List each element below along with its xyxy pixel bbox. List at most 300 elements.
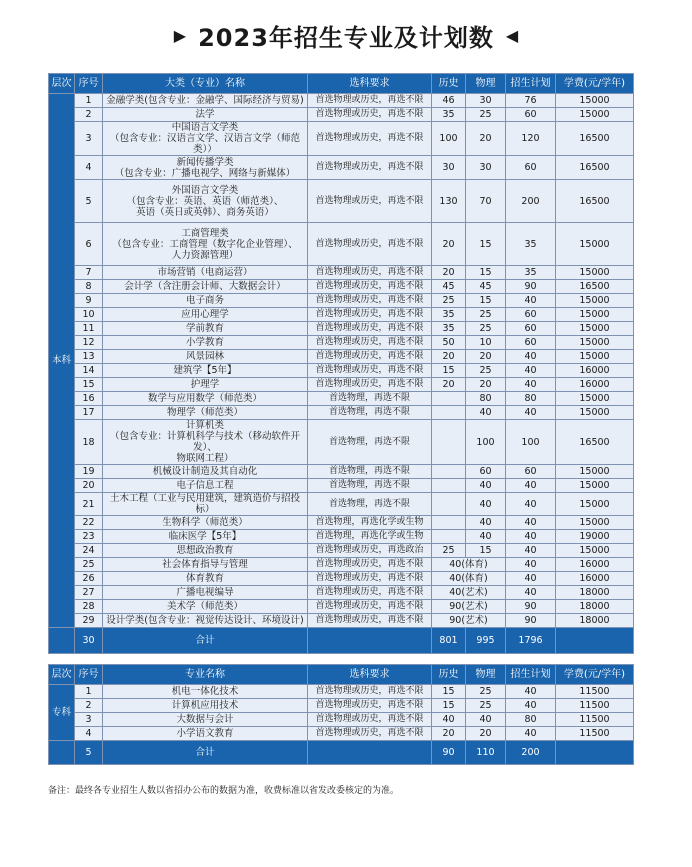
enrollment-plan: 40 bbox=[506, 558, 556, 572]
subject-requirement: 首选物理或历史，再选不限 bbox=[308, 727, 432, 741]
enrollment-plan: 40 bbox=[506, 364, 556, 378]
tuition-fee: 16500 bbox=[556, 420, 634, 465]
history-quota bbox=[432, 479, 466, 493]
subject-requirement: 首选物理或历史，再选不限 bbox=[308, 572, 432, 586]
enrollment-plan: 60 bbox=[506, 108, 556, 122]
enrollment-plan: 100 bbox=[506, 420, 556, 465]
total-label: 合计 bbox=[103, 628, 308, 654]
tuition-fee: 15000 bbox=[556, 108, 634, 122]
history-quota: 100 bbox=[432, 122, 466, 156]
subject-requirement: 首选物理或历史，再选不限 bbox=[308, 308, 432, 322]
total-label: 合计 bbox=[103, 741, 308, 765]
major-name: 法学 bbox=[103, 108, 308, 122]
enrollment-plan: 40 bbox=[506, 572, 556, 586]
table-row bbox=[49, 558, 634, 572]
row-number: 25 bbox=[75, 558, 103, 572]
enrollment-plan: 90 bbox=[506, 280, 556, 294]
subject-requirement: 首选物理或历史，再选不限 bbox=[308, 336, 432, 350]
physics-quota: 25 bbox=[466, 322, 506, 336]
header-level: 层次 bbox=[49, 74, 75, 94]
history-quota: 15 bbox=[432, 364, 466, 378]
major-name: 市场营销（电商运营） bbox=[103, 266, 308, 280]
left-triangle-icon: ◀ bbox=[505, 25, 519, 45]
header-physics: 物理 bbox=[466, 665, 506, 685]
page-title bbox=[0, 18, 692, 52]
header-fee: 学费(元/学年) bbox=[556, 74, 634, 94]
subject-requirement: 首选物理或历史，再选不限 bbox=[308, 180, 432, 223]
enrollment-plan: 40 bbox=[506, 530, 556, 544]
table-row bbox=[49, 108, 634, 122]
subject-requirement: 首选物理或历史，再选不限 bbox=[308, 266, 432, 280]
major-name: 电子商务 bbox=[103, 294, 308, 308]
level-cell: 专科 bbox=[49, 685, 75, 741]
enrollment-plan: 60 bbox=[506, 156, 556, 180]
tuition-fee: 15000 bbox=[556, 94, 634, 108]
major-name: 护理学 bbox=[103, 378, 308, 392]
table-row bbox=[49, 280, 634, 294]
undergraduate-table bbox=[48, 73, 634, 654]
subject-requirement: 首选物理或历史，再选不限 bbox=[308, 350, 432, 364]
subject-requirement: 首选物理或历史，再选不限 bbox=[308, 122, 432, 156]
subject-requirement: 首选物理或历史，再选不限 bbox=[308, 280, 432, 294]
physics-quota: 100 bbox=[466, 420, 506, 465]
tuition-fee: 11500 bbox=[556, 727, 634, 741]
header-no: 序号 bbox=[75, 74, 103, 94]
row-number: 18 bbox=[75, 420, 103, 465]
row-number: 3 bbox=[75, 713, 103, 727]
enrollment-plan: 40 bbox=[506, 586, 556, 600]
history-quota: 25 bbox=[432, 544, 466, 558]
major-name: 电子信息工程 bbox=[103, 479, 308, 493]
row-number: 24 bbox=[75, 544, 103, 558]
total-row bbox=[49, 628, 634, 654]
table-row bbox=[49, 713, 634, 727]
subject-requirement: 首选物理或历史，再选不限 bbox=[308, 108, 432, 122]
table-row bbox=[49, 699, 634, 713]
major-name: 生物科学（师范类） bbox=[103, 516, 308, 530]
physics-quota: 25 bbox=[466, 699, 506, 713]
subject-requirement: 首选物理或历史，再选不限 bbox=[308, 223, 432, 266]
table-row bbox=[49, 266, 634, 280]
table-row bbox=[49, 614, 634, 628]
table-row bbox=[49, 493, 634, 516]
row-number: 9 bbox=[75, 294, 103, 308]
row-number: 19 bbox=[75, 465, 103, 479]
physics-quota: 60 bbox=[466, 465, 506, 479]
enrollment-plan: 40 bbox=[506, 727, 556, 741]
total-physics: 995 bbox=[466, 628, 506, 654]
enrollment-plan: 76 bbox=[506, 94, 556, 108]
tuition-fee: 16000 bbox=[556, 572, 634, 586]
physics-quota: 15 bbox=[466, 294, 506, 308]
subject-requirement: 首选物理，再选不限 bbox=[308, 392, 432, 406]
table-row bbox=[49, 223, 634, 266]
table-row bbox=[49, 465, 634, 479]
tuition-fee: 15000 bbox=[556, 336, 634, 350]
tuition-fee: 15000 bbox=[556, 479, 634, 493]
header-history: 历史 bbox=[432, 665, 466, 685]
physics-quota: 25 bbox=[466, 364, 506, 378]
tuition-fee: 15000 bbox=[556, 223, 634, 266]
history-quota: 20 bbox=[432, 266, 466, 280]
physics-quota: 20 bbox=[466, 122, 506, 156]
history-quota: 50 bbox=[432, 336, 466, 350]
total-level-blank bbox=[49, 741, 75, 765]
physics-quota: 15 bbox=[466, 223, 506, 266]
physics-quota: 20 bbox=[466, 350, 506, 364]
physics-quota: 10 bbox=[466, 336, 506, 350]
major-name: 土木工程（工业与民用建筑，建筑造价与招投标） bbox=[103, 493, 308, 516]
physics-quota: 20 bbox=[466, 378, 506, 392]
enrollment-plan: 60 bbox=[506, 322, 556, 336]
row-number: 8 bbox=[75, 280, 103, 294]
subject-requirement: 首选物理，再选不限 bbox=[308, 479, 432, 493]
major-name: 机电一体化技术 bbox=[103, 685, 308, 699]
history-quota: 25 bbox=[432, 294, 466, 308]
row-number: 20 bbox=[75, 479, 103, 493]
tuition-fee: 18000 bbox=[556, 586, 634, 600]
major-name: 应用心理学 bbox=[103, 308, 308, 322]
major-name: 物理学（师范类） bbox=[103, 406, 308, 420]
major-name: 小学语文教育 bbox=[103, 727, 308, 741]
total-fee-blank bbox=[556, 741, 634, 765]
tuition-fee: 16500 bbox=[556, 156, 634, 180]
history-quota: 20 bbox=[432, 350, 466, 364]
enrollment-plan: 40 bbox=[506, 350, 556, 364]
physics-quota: 15 bbox=[466, 544, 506, 558]
header-plan: 招生计划 bbox=[506, 665, 556, 685]
enrollment-plan: 200 bbox=[506, 180, 556, 223]
row-number: 29 bbox=[75, 614, 103, 628]
major-name: 机械设计制造及其自动化 bbox=[103, 465, 308, 479]
merged-quota: 40(体育) bbox=[432, 558, 506, 572]
row-number: 1 bbox=[75, 685, 103, 699]
title-text: 2023年招生专业及计划数 bbox=[198, 23, 494, 52]
physics-quota: 25 bbox=[466, 308, 506, 322]
subject-requirement: 首选物理或历史，再选不限 bbox=[308, 364, 432, 378]
physics-quota: 25 bbox=[466, 108, 506, 122]
tuition-fee: 15000 bbox=[556, 266, 634, 280]
subject-requirement: 首选物理或历史，再选政治 bbox=[308, 544, 432, 558]
major-name: 新闻传播学类 （包含专业：广播电视学、网络与新媒体） bbox=[103, 156, 308, 180]
history-quota bbox=[432, 420, 466, 465]
row-number: 28 bbox=[75, 600, 103, 614]
table-row bbox=[49, 586, 634, 600]
header-requirement: 选科要求 bbox=[308, 665, 432, 685]
history-quota: 15 bbox=[432, 685, 466, 699]
level-cell: 本科 bbox=[49, 94, 75, 628]
table-row bbox=[49, 378, 634, 392]
subject-requirement: 首选物理或历史，再选不限 bbox=[308, 378, 432, 392]
row-number: 1 bbox=[75, 94, 103, 108]
row-number: 5 bbox=[75, 180, 103, 223]
history-quota bbox=[432, 406, 466, 420]
history-quota: 15 bbox=[432, 699, 466, 713]
row-number: 15 bbox=[75, 378, 103, 392]
tuition-fee: 15000 bbox=[556, 465, 634, 479]
table-row bbox=[49, 308, 634, 322]
total-count: 30 bbox=[75, 628, 103, 654]
major-name: 会计学（含注册会计师、大数据会计） bbox=[103, 280, 308, 294]
major-name: 建筑学【5年】 bbox=[103, 364, 308, 378]
merged-quota: 40(艺术) bbox=[432, 586, 506, 600]
tuition-fee: 15000 bbox=[556, 294, 634, 308]
tuition-fee: 15000 bbox=[556, 406, 634, 420]
table-row bbox=[49, 122, 634, 156]
total-requirement-blank bbox=[308, 741, 432, 765]
tuition-fee: 16500 bbox=[556, 180, 634, 223]
header-fee: 学费(元/学年) bbox=[556, 665, 634, 685]
table-row bbox=[49, 530, 634, 544]
total-physics: 110 bbox=[466, 741, 506, 765]
table-row bbox=[49, 685, 634, 699]
table-row bbox=[49, 406, 634, 420]
table-row bbox=[49, 727, 634, 741]
physics-quota: 40 bbox=[466, 406, 506, 420]
enrollment-plan: 60 bbox=[506, 336, 556, 350]
enrollment-plan: 40 bbox=[506, 406, 556, 420]
junior-college-table bbox=[48, 664, 634, 765]
row-number: 26 bbox=[75, 572, 103, 586]
enrollment-plan: 90 bbox=[506, 614, 556, 628]
subject-requirement: 首选物理或历史，再选不限 bbox=[308, 94, 432, 108]
right-triangle-icon: ▶ bbox=[173, 25, 187, 45]
total-fee-blank bbox=[556, 628, 634, 654]
enrollment-plan: 40 bbox=[506, 294, 556, 308]
subject-requirement: 首选物理，再选化学或生物 bbox=[308, 516, 432, 530]
row-number: 11 bbox=[75, 322, 103, 336]
subject-requirement: 首选物理或历史，再选不限 bbox=[308, 294, 432, 308]
enrollment-plan: 35 bbox=[506, 223, 556, 266]
tuition-fee: 16500 bbox=[556, 122, 634, 156]
table-header-row bbox=[49, 665, 634, 685]
subject-requirement: 首选物理或历史，再选不限 bbox=[308, 322, 432, 336]
history-quota bbox=[432, 493, 466, 516]
physics-quota: 45 bbox=[466, 280, 506, 294]
history-quota: 35 bbox=[432, 322, 466, 336]
major-name: 数学与应用数学（师范类） bbox=[103, 392, 308, 406]
subject-requirement: 首选物理，再选化学或生物 bbox=[308, 530, 432, 544]
enrollment-plan: 40 bbox=[506, 516, 556, 530]
enrollment-plan: 90 bbox=[506, 600, 556, 614]
row-number: 4 bbox=[75, 727, 103, 741]
major-name: 中国语言文学类 （包含专业：汉语言文学、汉语言文学（师范类）） bbox=[103, 122, 308, 156]
history-quota: 46 bbox=[432, 94, 466, 108]
tuition-fee: 18000 bbox=[556, 614, 634, 628]
tuition-fee: 16500 bbox=[556, 280, 634, 294]
tuition-fee: 11500 bbox=[556, 713, 634, 727]
table-row bbox=[49, 94, 634, 108]
table-header-row bbox=[49, 74, 634, 94]
major-name: 广播电视编导 bbox=[103, 586, 308, 600]
enrollment-plan: 40 bbox=[506, 378, 556, 392]
subject-requirement: 首选物理或历史，再选不限 bbox=[308, 156, 432, 180]
physics-quota: 40 bbox=[466, 713, 506, 727]
physics-quota: 40 bbox=[466, 493, 506, 516]
subject-requirement: 首选物理或历史，再选不限 bbox=[308, 614, 432, 628]
table-row bbox=[49, 572, 634, 586]
subject-requirement: 首选物理或历史，再选不限 bbox=[308, 586, 432, 600]
subject-requirement: 首选物理或历史，再选不限 bbox=[308, 699, 432, 713]
history-quota bbox=[432, 392, 466, 406]
tuition-fee: 18000 bbox=[556, 600, 634, 614]
header-major: 大类（专业）名称 bbox=[103, 74, 308, 94]
table-row bbox=[49, 350, 634, 364]
table-row bbox=[49, 392, 634, 406]
row-number: 10 bbox=[75, 308, 103, 322]
enrollment-plan: 120 bbox=[506, 122, 556, 156]
total-count: 5 bbox=[75, 741, 103, 765]
history-quota: 45 bbox=[432, 280, 466, 294]
history-quota bbox=[432, 530, 466, 544]
footnote: 备注：最终各专业招生人数以省招办公布的数据为准，收费标准以省发改委核定的为准。 bbox=[48, 786, 400, 796]
row-number: 21 bbox=[75, 493, 103, 516]
table-row bbox=[49, 364, 634, 378]
row-number: 13 bbox=[75, 350, 103, 364]
history-quota: 35 bbox=[432, 108, 466, 122]
table-row bbox=[49, 156, 634, 180]
total-plan: 200 bbox=[506, 741, 556, 765]
header-physics: 物理 bbox=[466, 74, 506, 94]
table-row bbox=[49, 420, 634, 465]
tuition-fee: 19000 bbox=[556, 530, 634, 544]
header-requirement: 选科要求 bbox=[308, 74, 432, 94]
table-row bbox=[49, 544, 634, 558]
row-number: 22 bbox=[75, 516, 103, 530]
enrollment-plan: 80 bbox=[506, 392, 556, 406]
history-quota bbox=[432, 516, 466, 530]
major-name: 工商管理类 （包含专业：工商管理（数字化企业管理）、 人力资源管理） bbox=[103, 223, 308, 266]
physics-quota: 80 bbox=[466, 392, 506, 406]
major-name: 思想政治教育 bbox=[103, 544, 308, 558]
enrollment-plan: 40 bbox=[506, 685, 556, 699]
tuition-fee: 15000 bbox=[556, 322, 634, 336]
physics-quota: 25 bbox=[466, 685, 506, 699]
tuition-fee: 15000 bbox=[556, 350, 634, 364]
major-name: 体育教育 bbox=[103, 572, 308, 586]
major-name: 社会体育指导与管理 bbox=[103, 558, 308, 572]
table-row bbox=[49, 516, 634, 530]
merged-quota: 40(体育) bbox=[432, 572, 506, 586]
enrollment-plan: 60 bbox=[506, 308, 556, 322]
enrollment-plan: 80 bbox=[506, 713, 556, 727]
total-plan: 1796 bbox=[506, 628, 556, 654]
major-name: 设计学类(包含专业：视觉传达设计、环境设计) bbox=[103, 614, 308, 628]
major-name: 美术学（师范类） bbox=[103, 600, 308, 614]
tuition-fee: 11500 bbox=[556, 699, 634, 713]
row-number: 6 bbox=[75, 223, 103, 266]
tuition-fee: 16000 bbox=[556, 558, 634, 572]
total-row bbox=[49, 741, 634, 765]
history-quota: 30 bbox=[432, 156, 466, 180]
enrollment-plan: 35 bbox=[506, 266, 556, 280]
enrollment-plan: 60 bbox=[506, 465, 556, 479]
row-number: 14 bbox=[75, 364, 103, 378]
enrollment-plan: 40 bbox=[506, 544, 556, 558]
tuition-fee: 15000 bbox=[556, 493, 634, 516]
history-quota: 20 bbox=[432, 378, 466, 392]
subject-requirement: 首选物理或历史，再选不限 bbox=[308, 600, 432, 614]
major-name: 计算机类 （包含专业：计算机科学与技术（移动软件开发）、 物联网工程） bbox=[103, 420, 308, 465]
subject-requirement: 首选物理，再选不限 bbox=[308, 493, 432, 516]
tuition-fee: 15000 bbox=[556, 392, 634, 406]
major-name: 学前教育 bbox=[103, 322, 308, 336]
major-name: 外国语言文学类 （包含专业：英语、英语（师范类）、 英语（英日或英韩）、商务英语） bbox=[103, 180, 308, 223]
merged-quota: 90(艺术) bbox=[432, 600, 506, 614]
history-quota: 40 bbox=[432, 713, 466, 727]
major-name: 小学教育 bbox=[103, 336, 308, 350]
total-history: 801 bbox=[432, 628, 466, 654]
physics-quota: 30 bbox=[466, 94, 506, 108]
subject-requirement: 首选物理，再选不限 bbox=[308, 420, 432, 465]
total-requirement-blank bbox=[308, 628, 432, 654]
history-quota: 130 bbox=[432, 180, 466, 223]
tuition-fee: 15000 bbox=[556, 308, 634, 322]
tuition-fee: 16000 bbox=[556, 364, 634, 378]
header-no: 序号 bbox=[75, 665, 103, 685]
row-number: 4 bbox=[75, 156, 103, 180]
physics-quota: 15 bbox=[466, 266, 506, 280]
tuition-fee: 11500 bbox=[556, 685, 634, 699]
table-row bbox=[49, 479, 634, 493]
merged-quota: 90(艺术) bbox=[432, 614, 506, 628]
total-history: 90 bbox=[432, 741, 466, 765]
total-level-blank bbox=[49, 628, 75, 654]
row-number: 12 bbox=[75, 336, 103, 350]
subject-requirement: 首选物理或历史，再选不限 bbox=[308, 685, 432, 699]
enrollment-plan: 40 bbox=[506, 493, 556, 516]
physics-quota: 40 bbox=[466, 516, 506, 530]
row-number: 27 bbox=[75, 586, 103, 600]
major-name: 金融学类(包含专业：金融学、国际经济与贸易) bbox=[103, 94, 308, 108]
row-number: 3 bbox=[75, 122, 103, 156]
tuition-fee: 16000 bbox=[556, 378, 634, 392]
header-plan: 招生计划 bbox=[506, 74, 556, 94]
row-number: 16 bbox=[75, 392, 103, 406]
enrollment-plan: 40 bbox=[506, 479, 556, 493]
subject-requirement: 首选物理，再选不限 bbox=[308, 406, 432, 420]
physics-quota: 30 bbox=[466, 156, 506, 180]
table-row bbox=[49, 180, 634, 223]
physics-quota: 20 bbox=[466, 727, 506, 741]
row-number: 17 bbox=[75, 406, 103, 420]
history-quota: 20 bbox=[432, 223, 466, 266]
tuition-fee: 15000 bbox=[556, 544, 634, 558]
subject-requirement: 首选物理或历史，再选不限 bbox=[308, 713, 432, 727]
enrollment-plan: 40 bbox=[506, 699, 556, 713]
row-number: 23 bbox=[75, 530, 103, 544]
subject-requirement: 首选物理，再选不限 bbox=[308, 465, 432, 479]
physics-quota: 40 bbox=[466, 530, 506, 544]
physics-quota: 70 bbox=[466, 180, 506, 223]
physics-quota: 40 bbox=[466, 479, 506, 493]
header-level: 层次 bbox=[49, 665, 75, 685]
row-number: 2 bbox=[75, 699, 103, 713]
table-row bbox=[49, 294, 634, 308]
table-row bbox=[49, 336, 634, 350]
major-name: 风景园林 bbox=[103, 350, 308, 364]
table-row bbox=[49, 600, 634, 614]
major-name: 大数据与会计 bbox=[103, 713, 308, 727]
major-name: 临床医学【5年】 bbox=[103, 530, 308, 544]
tuition-fee: 15000 bbox=[556, 516, 634, 530]
subject-requirement: 首选物理或历史，再选不限 bbox=[308, 558, 432, 572]
major-name: 计算机应用技术 bbox=[103, 699, 308, 713]
header-history: 历史 bbox=[432, 74, 466, 94]
row-number: 2 bbox=[75, 108, 103, 122]
row-number: 7 bbox=[75, 266, 103, 280]
history-quota: 35 bbox=[432, 308, 466, 322]
